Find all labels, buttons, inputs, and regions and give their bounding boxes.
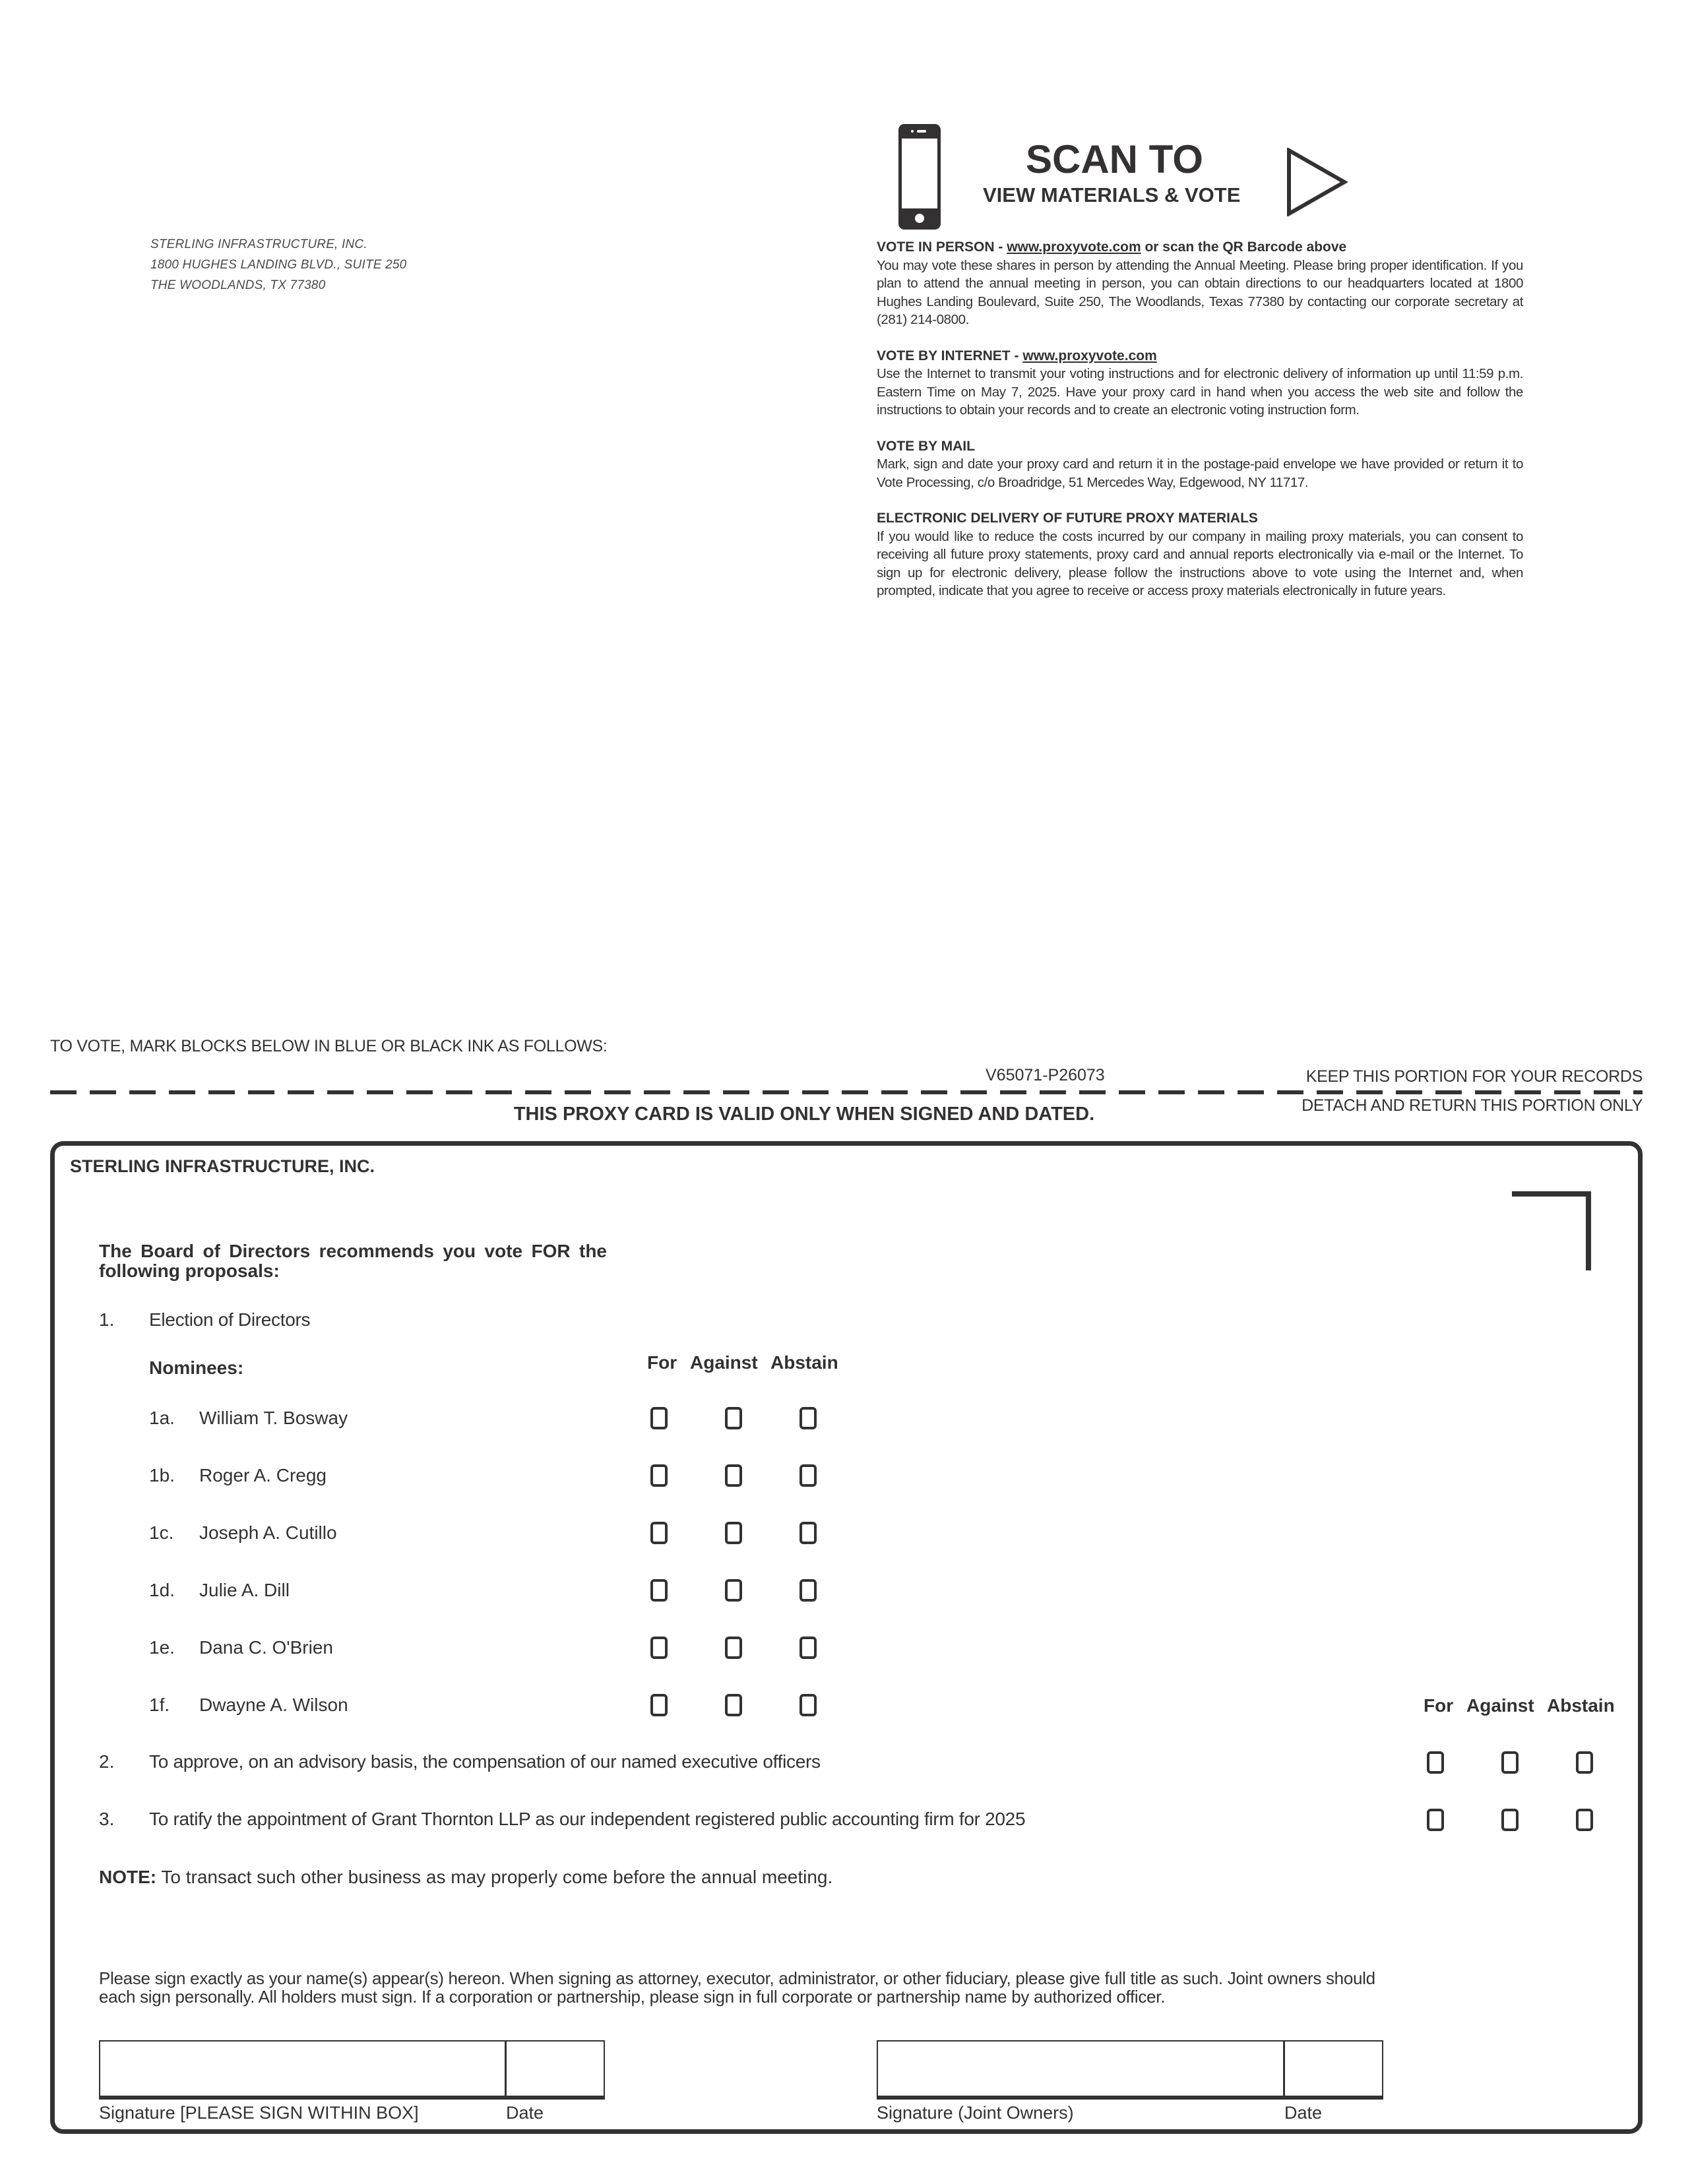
card-company-name: STERLING INFRASTRUCTURE, INC. [70,1156,375,1176]
smartphone-icon [898,124,941,230]
column-for: For [1424,1695,1454,1716]
return-address-street: 1800 HUGHES LANDING BLVD., SUITE 250 [150,258,407,272]
vote-abstain-checkbox[interactable] [1576,1751,1593,1774]
date-field[interactable] [506,2040,605,2100]
nominee-number: 1f. [149,1695,170,1715]
vote-for-checkbox[interactable] [650,1694,668,1716]
joint-date-label: Date [1284,2103,1323,2123]
nominee-number: 1d. [149,1580,175,1600]
scan-subtitle: VIEW MATERIALS & VOTE [983,183,1241,206]
vote-for-checkbox[interactable] [1427,1751,1444,1774]
nominee-number: 1c. [149,1522,174,1543]
nominee-number: 1e. [149,1637,175,1658]
nominee-name: Julie A. Dill [199,1580,290,1600]
joint-signature-label: Signature (Joint Owners) [877,2103,1074,2123]
other-business-note [99,1867,832,1888]
column-for: For [647,1352,677,1373]
proposal-text: To ratify the appointment of Grant Thornton LLP as our independent registered public accounting firm for 2025 [149,1809,1026,1829]
vote-by-internet-section [877,347,1523,420]
signature-label: Signature [PLEASE SIGN WITHIN BOX] [99,2103,419,2123]
vote-for-checkbox[interactable] [650,1637,668,1659]
note-label: NOTE: [99,1867,157,1887]
nominee-number: 1b. [149,1465,175,1485]
detach-return-label: DETACH AND RETURN THIS PORTION ONLY [1302,1096,1643,1115]
vote-against-checkbox[interactable] [725,1637,742,1659]
nominee-name: Dana C. O'Brien [199,1637,333,1658]
vote-against-checkbox[interactable] [725,1579,742,1602]
voting-instructions [877,238,1523,618]
scan-title: SCAN TO [1026,137,1203,181]
electronic-delivery-section [877,509,1523,600]
joint-date-field[interactable] [1284,2040,1383,2100]
registration-corner-mark [1512,1191,1591,1270]
proposal-1-number: 1. [99,1309,115,1330]
return-address-company: STERLING INFRASTRUCTURE, INC. [150,237,367,251]
section-heading: VOTE BY INTERNET - [877,348,1023,363]
vote-for-checkbox[interactable] [650,1522,668,1544]
column-against: Against [1466,1695,1534,1716]
vote-for-checkbox[interactable] [650,1579,668,1602]
vote-abstain-checkbox[interactable] [1576,1809,1593,1831]
nominee-name: Roger A. Cregg [199,1465,327,1485]
note-text: To transact such other business as may properly come before the annual meeting. [156,1867,833,1887]
vote-by-mail-section [877,437,1523,492]
joint-signature-field[interactable] [877,2040,1284,2100]
return-address [150,234,406,296]
vote-for-checkbox[interactable] [650,1464,668,1487]
vote-against-checkbox[interactable] [725,1694,742,1716]
section-heading: VOTE IN PERSON - [877,239,1007,255]
nominee-name: Joseph A. Cutillo [199,1522,337,1543]
validity-notice: THIS PROXY CARD IS VALID ONLY WHEN SIGNED AND DATED. [513,1104,1095,1125]
vote-against-checkbox[interactable] [725,1407,742,1429]
vote-against-checkbox[interactable] [1501,1751,1519,1774]
section-body: Mark, sign and date your proxy card and return it in the postage-paid envelope we have provided or return it to Vote Processing, c/o Broadridge, 51 Mercedes Way, Edgewood, NY 11717. [877,456,1523,490]
section-body: Use the Internet to transmit your voting instructions and for electronic delivery of information up until 11:59 p.m. Eastern Time on May 7, 2025. Have your proxy card in hand when you access the web site and follow the instructions to obtain your records and to create an electronic voting instruction form. [877,366,1523,418]
mark-instructions: TO VOTE, MARK BLOCKS BELOW IN BLUE OR BLACK INK AS FOLLOWS: [50,1037,608,1055]
proxyvote-link[interactable]: www.proxyvote.com [1022,348,1157,363]
column-abstain: Abstain [1547,1695,1615,1716]
nominee-name: William T. Bosway [199,1408,348,1428]
section-heading: ELECTRONIC DELIVERY OF FUTURE PROXY MATERIALS [877,511,1258,526]
signing-instructions: Please sign exactly as your name(s) appear(s) hereon. When signing as attorney, executor, administrator, or other fiduciary, please give full title as such. Joint owners should each sign personally. All holders must sign. If a corporation or partnership, please sign in full corporate or partnership name by authorized officer. [99,1968,1375,2007]
column-abstain: Abstain [770,1352,838,1373]
play-triangle-icon [1286,148,1348,216]
nominee-name: Dwayne A. Wilson [199,1695,348,1715]
proposal-1-title: Election of Directors [149,1309,311,1330]
vote-against-checkbox[interactable] [725,1522,742,1544]
detach-perforation-line [50,1090,1643,1094]
vote-abstain-checkbox[interactable] [800,1694,817,1716]
vote-abstain-checkbox[interactable] [800,1579,817,1602]
proposal-number: 3. [99,1809,115,1829]
nominees-label: Nominees: [149,1357,244,1378]
keep-portion-label: KEEP THIS PORTION FOR YOUR RECORDS [1305,1067,1643,1086]
vote-for-checkbox[interactable] [650,1407,668,1429]
return-address-city: THE WOODLANDS, TX 77380 [150,278,326,292]
proposal-text: To approve, on an advisory basis, the compensation of our named executive officers [149,1751,821,1772]
section-heading: VOTE BY MAIL [877,438,975,454]
vote-against-checkbox[interactable] [1501,1809,1519,1831]
date-label: Date [506,2103,544,2123]
section-body: If you would like to reduce the costs incurred by our company in mailing proxy materials, you can consent to receiving all future proxy statements, proxy card and annual reports electronically via e-mail or the Internet. To sign up for electronic delivery, please follow the instructions above to vote using the Internet and, when prompted, indicate that you agree to receive or access proxy materials electronically in future years. [877,528,1523,598]
vote-abstain-checkbox[interactable] [800,1464,817,1487]
vote-abstain-checkbox[interactable] [800,1637,817,1659]
section-heading-suffix: or scan the QR Barcode above [1141,239,1347,255]
column-against: Against [690,1352,758,1373]
vote-abstain-checkbox[interactable] [800,1407,817,1429]
nominee-number: 1a. [149,1408,175,1428]
vote-abstain-checkbox[interactable] [800,1522,817,1544]
vote-in-person-section [877,238,1523,329]
board-recommendation: The Board of Directors recommends you vote FOR the following proposals: [99,1241,607,1281]
section-body: You may vote these shares in person by attending the Annual Meeting. Please bring proper identification. If you plan to attend the annual meeting in person, you can obtain directions to our headquarters located at 1800 Hughes Landing Boulevard, Suite 250, The Woodlands, Texas 77380 by contacting our corporate secretary at (281) 214-0800. [877,257,1523,327]
control-code: V65071-P26073 [986,1066,1105,1084]
vote-for-checkbox[interactable] [1427,1809,1444,1831]
vote-against-checkbox[interactable] [725,1464,742,1487]
proxyvote-link[interactable]: www.proxyvote.com [1007,239,1141,255]
proposal-number: 2. [99,1751,115,1772]
signature-field[interactable] [99,2040,506,2100]
